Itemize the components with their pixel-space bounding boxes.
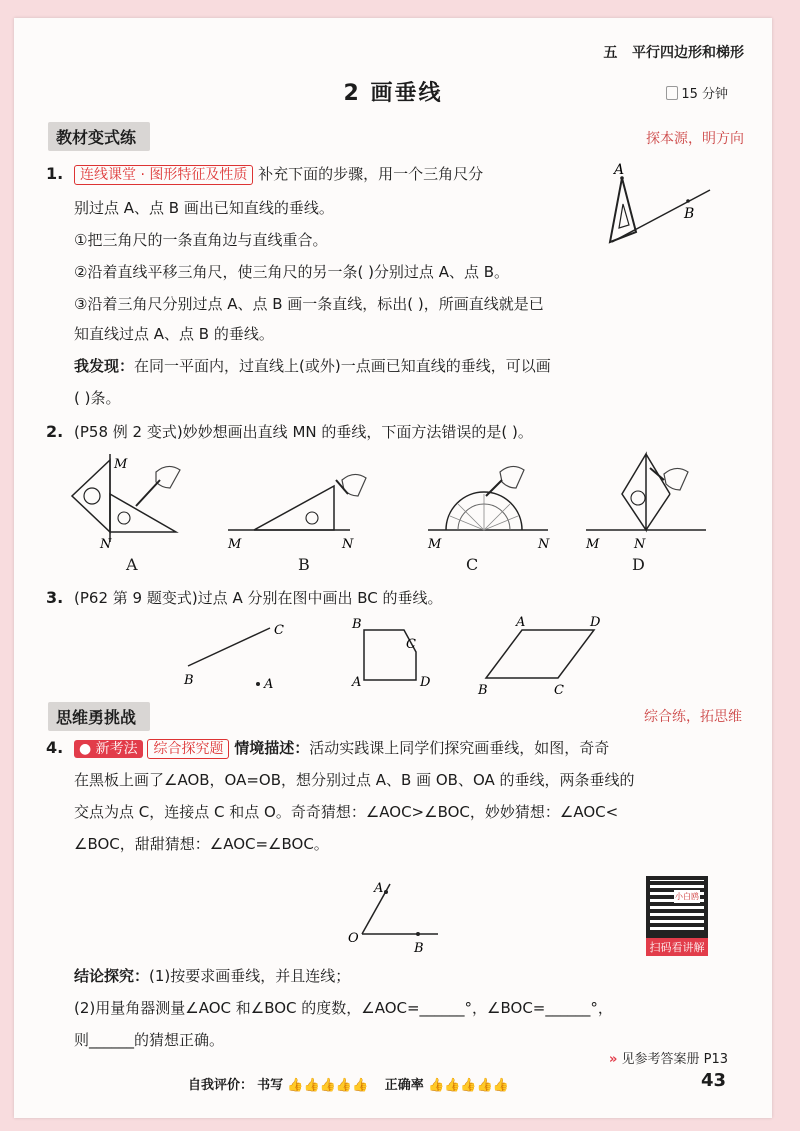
q3f1-label-c: C	[274, 623, 284, 638]
self-evaluation	[188, 1074, 509, 1093]
q3f3-label-c: C	[554, 683, 564, 696]
q4-point-b	[416, 932, 420, 936]
q2d-ruler-hole	[631, 491, 645, 505]
q3-text: (P62 第 9 题变式)过点 A 分别在图中画出 BC 的垂线。	[74, 589, 443, 607]
q2c-label-n: N	[538, 537, 550, 550]
section-tag-challenge: 思维勇挑战	[48, 702, 150, 731]
q1-discover-end: ( )条。	[74, 389, 121, 407]
q3f3-label-a: A	[516, 616, 526, 630]
qr-banner[interactable]: 扫码看讲解	[646, 938, 708, 956]
q3-figure2	[344, 616, 444, 696]
q1-line1	[74, 164, 483, 185]
q1-discover	[74, 356, 551, 376]
q2a-ruler-left	[72, 460, 110, 532]
q3f2-label-a: A	[352, 675, 362, 690]
q2-option-b-figure	[224, 450, 374, 550]
q1-step3: ③沿着三角尺分别过点 A、点 B 画一条直线，标出( )，所画直线就是已	[74, 295, 544, 313]
q1-label-b: B	[684, 206, 695, 222]
accuracy-label: 正确率	[384, 1078, 424, 1093]
q3f1-line-bc	[188, 628, 270, 666]
q4-point-a	[384, 890, 388, 894]
q2c-hand	[500, 466, 524, 488]
q3f2-label-b: B	[352, 617, 362, 632]
page	[14, 18, 772, 1118]
q3-figure3	[474, 616, 614, 696]
q2d-label-n: N	[634, 537, 646, 550]
q4-line4: ∠BOC，甜甜猜想：∠AOC=∠BOC。	[74, 835, 329, 853]
qr-block[interactable]	[646, 876, 708, 956]
clock-icon	[666, 86, 678, 100]
q1-number: 1.	[46, 164, 64, 183]
section-tag-textbook: 教材变式练	[48, 122, 150, 151]
q2-option-d-label[interactable]: D	[632, 555, 645, 574]
chapter-title: 平行四边形和梯形	[632, 45, 744, 61]
q2b-hand	[342, 474, 366, 496]
q3-number: 3.	[46, 588, 64, 607]
double-chevron-icon: »	[608, 1052, 618, 1067]
q2c-label-m: M	[428, 537, 442, 550]
self-eval-label: 自我评价：	[188, 1078, 254, 1093]
q4-tag-new: ● 新考法	[74, 740, 143, 758]
q2a-label-m: M	[114, 457, 128, 472]
page-number: 43	[700, 1070, 726, 1091]
q3f1-label-a: A	[264, 677, 274, 692]
q3f3-parallelogram	[486, 630, 594, 678]
q4-figure	[340, 870, 450, 960]
q2b-ruler-hole	[306, 512, 318, 524]
q4-conclusion-label: 结论探究：	[74, 967, 150, 985]
q3f2-label-d: D	[420, 675, 431, 690]
q4-label-a: A	[374, 881, 384, 896]
q4-text1: 活动实践课上同学们探究画垂线，如图，奇奇	[309, 739, 610, 757]
q4-tag-new-text: 新考法	[95, 741, 138, 757]
q2a-pencil	[136, 480, 160, 506]
q2d-ruler-edge2	[646, 494, 670, 530]
q4-part2: (2)用量角器测量∠AOC 和∠BOC 的度数，∠AOC=______°，∠BOC=______°，	[74, 999, 613, 1017]
q1-point-b	[686, 199, 690, 203]
q3f1-point-a	[256, 682, 260, 686]
q4-tag-type: 综合探究题	[147, 739, 229, 759]
lesson-title: 2 画垂线	[343, 81, 443, 106]
q3f2-label-c: C	[406, 637, 416, 652]
q4-part3: 则______的猜想正确。	[74, 1031, 225, 1049]
q2d-label-m: M	[586, 537, 600, 550]
qr-code[interactable]	[646, 876, 708, 938]
q4-label-b: B	[414, 941, 424, 956]
q1-discover-label: 我发现：	[74, 357, 135, 375]
q1-line2: 别过点 A、点 B 画出已知直线的垂线。	[74, 199, 334, 217]
answer-reference	[609, 1048, 728, 1067]
q2a-label-n: N	[100, 537, 112, 550]
q2-number: 2.	[46, 422, 64, 441]
q2d-hand	[664, 468, 688, 490]
q2b-label-n: N	[342, 537, 354, 550]
section-subtitle-challenge: 综合练，拓思维	[644, 709, 742, 725]
q2-text: (P58 例 2 变式)妙妙想画出直线 MN 的垂线，下面方法错误的是( )。	[74, 423, 533, 441]
q2-option-a-figure	[64, 450, 194, 550]
q4-scenario-label: 情境描述：	[234, 739, 310, 757]
q4-line2: 在黑板上画了∠AOB，OA=OB，想分别过点 A、B 画 OB、OA 的垂线，两条垂线的	[74, 771, 635, 789]
q1-triangle-inner	[619, 204, 629, 228]
chapter-number: 五	[603, 45, 618, 61]
q4-line3: 交点为点 C，连接点 C 和点 O。奇奇猜想：∠AOC>∠BOC，妙妙猜想：∠AOC<	[74, 803, 619, 821]
q3f3-label-b: B	[478, 683, 488, 696]
q1-step1: ①把三角尺的一条直角边与直线重合。	[74, 231, 328, 249]
q1-step2: ②沿着直线平移三角尺，使三角尺的另一条( )分别过点 A、点 B。	[74, 263, 510, 281]
q3-figure1	[174, 616, 304, 696]
timer-text: 15 分钟	[681, 87, 728, 102]
q2b-label-m: M	[228, 537, 242, 550]
q4-label-o: O	[348, 931, 359, 946]
q4-part1: (1)按要求画垂线，并且连线；	[149, 967, 351, 985]
q1-triangle-ruler	[610, 178, 636, 242]
q2d-pencil	[650, 468, 664, 480]
accuracy-thumbs-icon[interactable]: 👍👍👍👍👍	[427, 1078, 509, 1093]
q4-number: 4.	[46, 738, 64, 757]
q1-figure	[592, 158, 722, 258]
section-subtitle-textbook: 探本源，明方向	[646, 131, 744, 147]
q2a-ruler-hole	[84, 488, 100, 504]
q3f1-label-b: B	[184, 673, 194, 688]
q2-option-c-figure	[424, 450, 564, 550]
answer-reference-text: 见参考答案册 P13	[621, 1052, 728, 1067]
q4-conclusion-line	[74, 966, 350, 986]
q1-discover-text: 在同一平面内，过直线上(或外)一点画已知直线的垂线，可以画	[134, 357, 551, 375]
q2-option-c-label[interactable]: C	[466, 555, 479, 574]
q2-option-b-label[interactable]: B	[298, 555, 310, 574]
writing-thumbs-icon[interactable]: 👍👍👍👍👍	[287, 1078, 369, 1093]
chapter-header	[603, 42, 744, 62]
q1-text1: 补充下面的步骤，用一个三角尺分	[258, 165, 484, 183]
q2a-ruler-hole2	[118, 512, 130, 524]
q1-step3b: 知直线过点 A、点 B 的垂线。	[74, 325, 274, 343]
qr-brand: 小白鸥	[675, 892, 699, 901]
q2-option-a-label[interactable]: A	[126, 555, 138, 574]
q2-option-d-figure	[582, 450, 722, 550]
writing-label: 书写	[257, 1078, 284, 1093]
q1-tag: 连线课堂 · 图形特征及性质	[74, 165, 253, 185]
q2b-ruler	[254, 486, 334, 530]
q4-line1	[74, 738, 609, 759]
q1-label-a: A	[614, 162, 625, 178]
q3f3-label-d: D	[590, 616, 601, 630]
timer	[666, 83, 728, 102]
q2a-hand	[156, 466, 180, 488]
